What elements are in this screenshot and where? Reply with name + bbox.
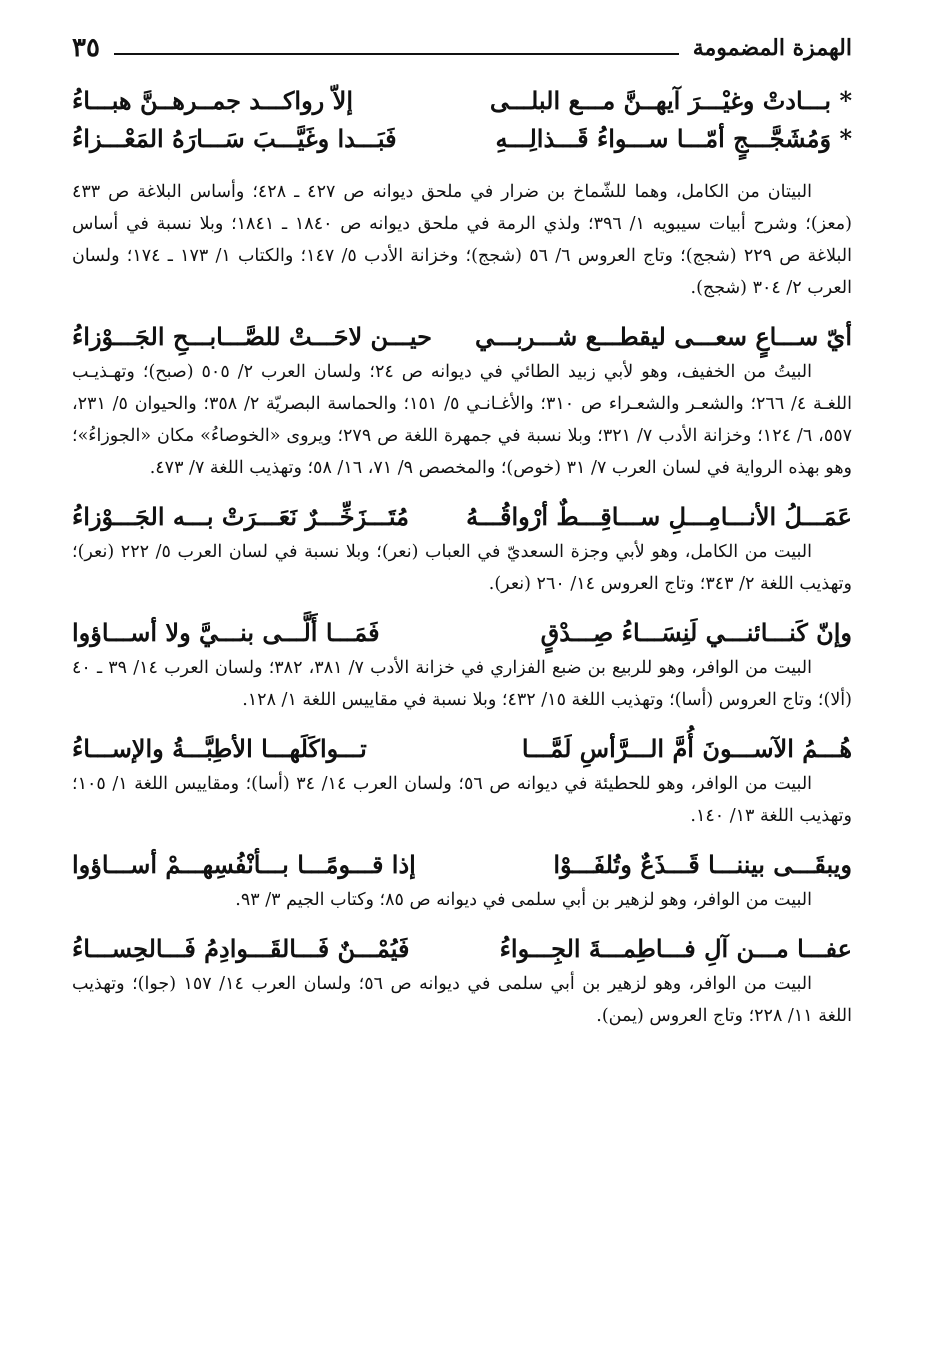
verse-line	[72, 930, 852, 968]
entry-6	[72, 846, 852, 916]
verse-first-hemistich: * وَمُشَجَّـــجٍ أمّـــا ســـواءُ قَـــذالِـــهِ	[495, 124, 852, 153]
verse-first-hemistich: عَمَـــلُ الأنـــامِـــلِ ســـاقِـــطٌ أرْواقُـــهُ	[466, 502, 852, 531]
verse-first-hemistich: هُـــمُ الآســـونَ أُمَّ الـــرَّأسِ لَمَّـــا	[521, 734, 852, 763]
verse-first-hemistich: * بـــادتْ وغيْـــرَ آيهــنَّ مـــع البلـــى	[489, 86, 852, 115]
book-page	[72, 26, 852, 1032]
verse-line	[72, 82, 852, 120]
running-head	[72, 26, 852, 70]
verse-second-hemistich: فَيُمْـــنٌ فَـــالقَـــوادِمُ فَـــالحِســـاءُ	[72, 934, 410, 963]
page-number: ٣٥	[72, 33, 100, 63]
entry-1	[72, 82, 852, 304]
chapter-title: الهمزة المضمومة	[692, 35, 852, 61]
verse-second-hemistich: حيـــن لاحَـــتْ للصَّـــابـــحِ الجَـــوْزاءُ	[72, 322, 432, 351]
footnote-text: البيتان من الكامل، وهما للشّماخ بن ضرار في ملحق ديوانه ص ٤٢٧ ـ ٤٢٨؛ وأساس البلاغة ص ٤٣٣ (معز)؛ وشرح أبيات سيبويه ١/ ٣٩٦؛ ولذي الرمة في ملحق ديوانه ص ١٨٤٠ ـ ١٨٤١؛ وبلا نسبة في أساس البلاغة ص ٢٢٩ (شجج)؛ وتاج العروس ٦/ ٥٦ (شجج)؛ وخزانة الأدب ٥/ ١٤٧؛ والكتاب ١/ ١٧٣ ـ ١٧٤؛ ولسان العرب ٢/ ٣٠٤ (شجج).	[72, 182, 853, 298]
verse-first-hemistich: ويبقَـــى بيننـــا قَـــذَعٌ وتُلفَـــوْا	[553, 850, 852, 879]
verse-first-hemistich: عفـــا مـــن آلِ فـــاطِمـــةَ الجِـــواءُ	[499, 934, 852, 963]
verse-second-hemistich: فَبَـــدا وغَيَّـــبَ سَـــارَهُ المَعْـــزاءُ	[72, 124, 397, 153]
verse-second-hemistich: إلاّ رواكـــد جمــرهــنَّ هبـــاءُ	[72, 86, 353, 115]
verse-line	[72, 614, 852, 652]
verse-line	[72, 846, 852, 884]
verse-first-hemistich: وإنّ كَنـــائنـــي لَنِسَـــاءُ صِـــدْقٍ	[540, 618, 852, 647]
entry-4	[72, 614, 852, 716]
verse-line	[72, 498, 852, 536]
verse-second-hemistich: إذا قـــومًـــا بـــأنْفُسِهـــمْ أســـاؤوا	[72, 850, 416, 879]
entry-7	[72, 930, 852, 1032]
footnote-text: البيت من الوافر، وهو للحطيئة في ديوانه ص ٥٦؛ ولسان العرب ١٤/ ٣٤ (أسا)؛ ومقاييس اللغة ١/ ١٠٥؛ وتهذيب اللغة ١٣/ ١٤٠.	[72, 774, 852, 826]
entry-5	[72, 730, 852, 832]
footnote-text: البيتُ من الخفيف، وهو لأبي زبيد الطائي في ديوانه ص ٢٤؛ ولسان العرب ٢/ ٥٠٥ (صبح)؛ وتهـذيـب اللغـة ٤/ ٢٦٦؛ والشعـر والشعـراء ص ٣١٠؛ والأغـانـي ٥/ ١٥١؛ والحماسة البصريّة ٢/ ٣٥٨؛ والحيوان ٥/ ٢٣١، ٥٥٧، ٦/ ١٢٤؛ وخزانة الأدب ٧/ ٣٢١؛ وبلا نسبة في جمهرة اللغة ص ٢٧٩؛ ويروى «الخوصاءُ» مكان «الجوزاءُ»؛ وهو بهذه الرواية في لسان العرب ٧/ ٣١ (خوص)؛ والمخصص ٩/ ٧١، ١٦/ ٥٨؛ وتهذيب اللغة ٧/ ٤٧٣.	[72, 362, 853, 478]
header-rule	[114, 53, 679, 55]
verse-line	[72, 318, 852, 356]
verse-line	[72, 120, 852, 158]
verse-second-hemistich: مُتَـــزَخِّـــرٌ نَعَـــرَتْ بـــه الجَـــوْزاءُ	[72, 502, 410, 531]
verse-second-hemistich: تـــواكَلَهـــا الأطِبَّـــةُ والإســـاءُ	[72, 734, 367, 763]
verse-line	[72, 730, 852, 768]
verse-second-hemistich: فَمَـــا أَلَّـــى بنـــيَّ ولا أســـاؤوا	[72, 618, 380, 647]
footnote-text: البيت من الوافر، وهو لزهير بن أبي سلمى في ديوانه ص ٨٥؛ وكتاب الجيم ٣/ ٩٣.	[235, 890, 812, 910]
footnote-text: البيت من الكامل، وهو لأبي وجزة السعديّ في العباب (نعر)؛ وبلا نسبة في لسان العرب ٥/ ٢٢٢ (نعر)؛ وتهذيب اللغة ٢/ ٣٤٣؛ وتاج العروس ١٤/ ٢٦٠ (نعر).	[72, 542, 852, 594]
entry-2	[72, 318, 852, 484]
entry-3	[72, 498, 852, 600]
footnote-text: البيت من الوافر، وهو لزهير بن أبي سلمى في ديوانه ص ٥٦؛ ولسان العرب ١٤/ ١٥٧ (جوا)؛ وتهذيب اللغة ١١/ ٢٢٨؛ وتاج العروس (يمن).	[72, 974, 852, 1026]
footnote-text: البيت من الوافر، وهو للربيع بن ضبع الفزاري في خزانة الأدب ٧/ ٣٨١، ٣٨٢؛ ولسان العرب ١٤/ ٣٩ ـ ٤٠ (ألا)؛ وتاج العروس (أسا)؛ وتهذيب اللغة ١٥/ ٤٣٢؛ وبلا نسبة في مقاييس اللغة ١/ ١٢٨.	[72, 658, 852, 710]
verse-first-hemistich: أيّ ســـاعٍ سعـــى ليقطـــع شـــربـــي	[475, 322, 852, 351]
